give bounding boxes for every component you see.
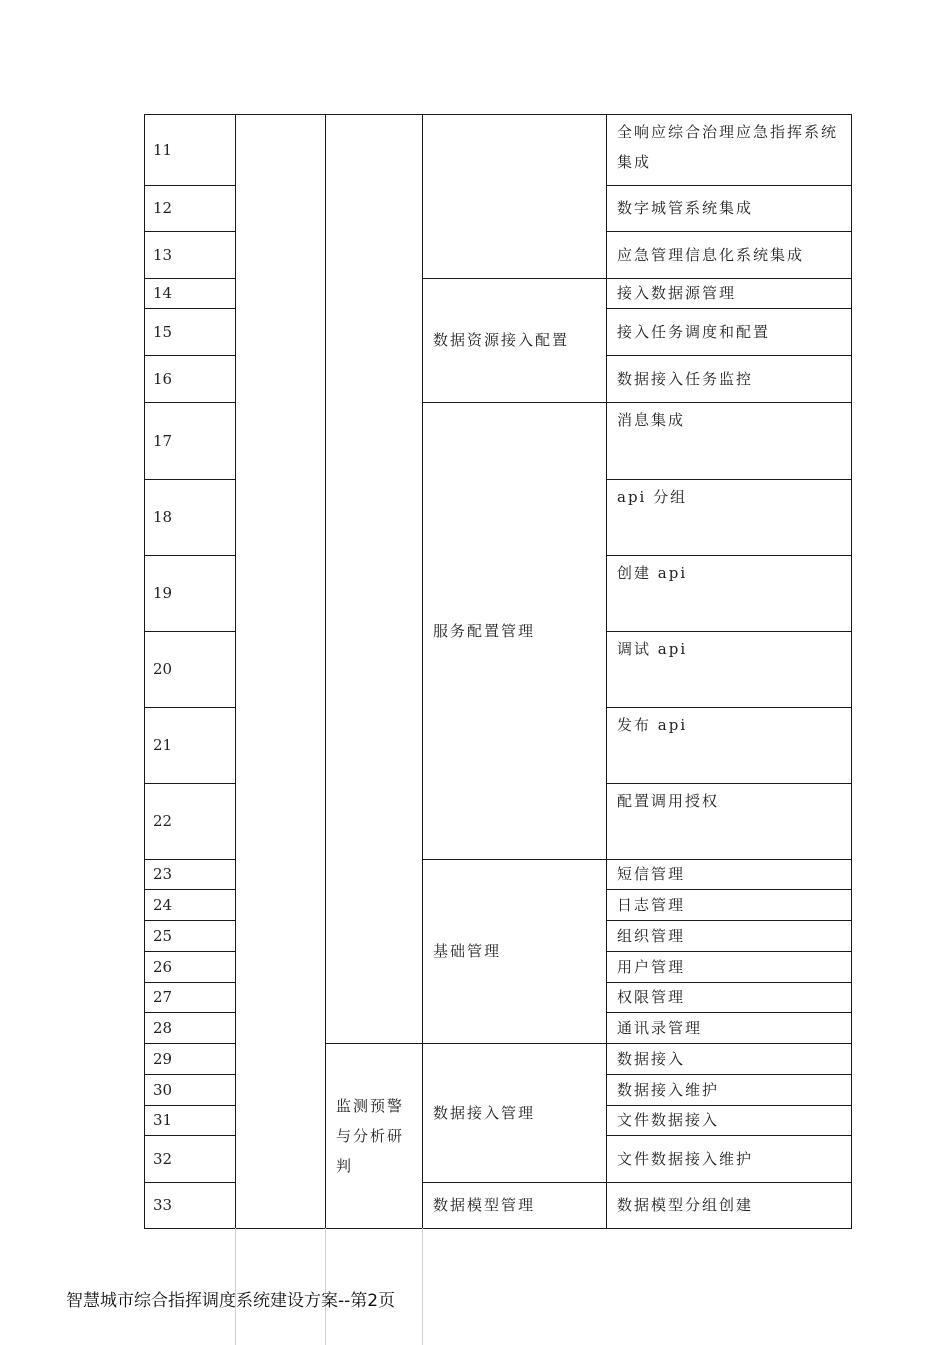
row-number: 25 [153,926,173,945]
row-item: 数据接入维护 [617,1080,720,1099]
row-item: 接入任务调度和配置 [617,322,771,341]
module-cell: 数据接入管理 [433,1103,536,1122]
row-number: 12 [153,199,173,217]
row-divider [144,185,235,186]
row-number: 20 [153,660,173,678]
row-number: 13 [153,245,173,264]
row-divider [144,355,235,356]
row-divider [606,479,851,480]
row-divider [606,231,851,232]
row-number: 27 [153,988,173,1006]
row-item: 数字城管系统集成 [617,199,754,217]
subsystem-cell-divider [325,1043,422,1044]
column-divider [606,114,607,1228]
module-cell-divider [422,859,606,860]
row-item: 通讯录管理 [617,1018,703,1037]
table-border-right [851,114,852,1228]
row-divider [144,479,235,480]
column-divider [422,114,423,1228]
row-number: 28 [153,1018,173,1037]
row-divider [606,402,851,403]
row-item: 短信管理 [617,865,686,883]
column-divider [325,114,326,1228]
row-item: 调试 api [617,640,688,658]
row-number: 29 [153,1049,173,1068]
row-number: 26 [153,957,173,976]
row-item: 接入数据源管理 [617,284,737,302]
row-item: 文件数据接入维护 [617,1149,754,1168]
row-divider [144,308,235,309]
row-divider [606,1012,851,1013]
row-number: 17 [153,431,173,450]
row-divider [144,707,235,708]
row-item: 发布 api [617,716,688,734]
row-divider [144,889,235,890]
row-number: 18 [153,508,173,526]
row-number: 15 [153,322,173,341]
module-cell: 基础管理 [433,942,502,960]
row-divider [606,920,851,921]
row-item: 数据接入任务监控 [617,369,754,388]
row-item: 用户管理 [617,957,686,976]
module-cell: 服务配置管理 [433,621,536,640]
row-divider [144,231,235,232]
row-number: 24 [153,895,173,914]
page-footer: 智慧城市综合指挥调度系统建设方案--第2页 [66,1291,396,1311]
row-item: 全响应综合治理应急指挥系统集成 [617,123,839,171]
row-divider [144,1182,235,1183]
row-divider [144,278,235,279]
row-divider [606,1105,851,1106]
row-divider [606,355,851,356]
row-divider [144,555,235,556]
row-divider [144,1135,235,1136]
module-cell [422,114,606,278]
subsystem-cell: 监测预警与分析研判 [336,1096,405,1175]
row-divider [606,1043,851,1044]
row-divider [144,1105,235,1106]
module-cell: 数据资源接入配置 [433,331,570,349]
row-divider [144,982,235,983]
subsystem-cell [325,114,422,1043]
row-divider [606,631,851,632]
row-divider [606,278,851,279]
row-number: 23 [153,865,173,883]
module-cell-divider [422,1043,606,1044]
row-divider [606,1074,851,1075]
column-divider [235,114,236,1228]
row-number: 33 [153,1196,173,1214]
row-number: 22 [153,812,173,830]
row-divider [144,783,235,784]
row-item: 消息集成 [617,411,686,429]
row-divider [144,631,235,632]
row-number: 31 [153,1111,173,1129]
category-cell [235,114,325,1228]
module-cell-divider [422,1182,606,1183]
row-item: 创建 api [617,564,688,582]
row-item: 权限管理 [617,988,686,1006]
row-divider [144,1043,235,1044]
row-item: api 分组 [617,488,688,506]
module-cell-divider [422,402,606,403]
row-divider [606,889,851,890]
row-divider [606,1135,851,1136]
row-divider [144,402,235,403]
faint-guide-line [422,1228,423,1345]
row-divider [144,920,235,921]
row-number: 11 [153,140,173,159]
row-divider [144,859,235,860]
row-divider [606,308,851,309]
row-number: 19 [153,584,173,602]
module-cell: 数据模型管理 [433,1196,536,1214]
row-divider [606,982,851,983]
row-item: 配置调用授权 [617,792,720,810]
row-divider [144,1074,235,1075]
row-item: 应急管理信息化系统集成 [617,245,805,264]
row-divider [606,555,851,556]
row-divider [606,951,851,952]
row-item: 数据模型分组创建 [617,1196,754,1214]
row-divider [606,185,851,186]
table-border-bottom [144,1228,852,1229]
row-number: 32 [153,1149,173,1168]
row-item: 日志管理 [617,895,686,914]
row-divider [606,1182,851,1183]
row-number: 16 [153,369,173,388]
row-number: 14 [153,284,173,302]
row-divider [606,707,851,708]
row-number: 21 [153,736,173,754]
row-divider [606,859,851,860]
row-number: 30 [153,1080,173,1099]
module-cell-divider [422,278,606,279]
row-divider [144,951,235,952]
row-item: 数据接入 [617,1049,686,1068]
row-divider [144,1012,235,1013]
row-item: 组织管理 [617,926,686,945]
row-item: 文件数据接入 [617,1111,720,1129]
row-divider [606,783,851,784]
